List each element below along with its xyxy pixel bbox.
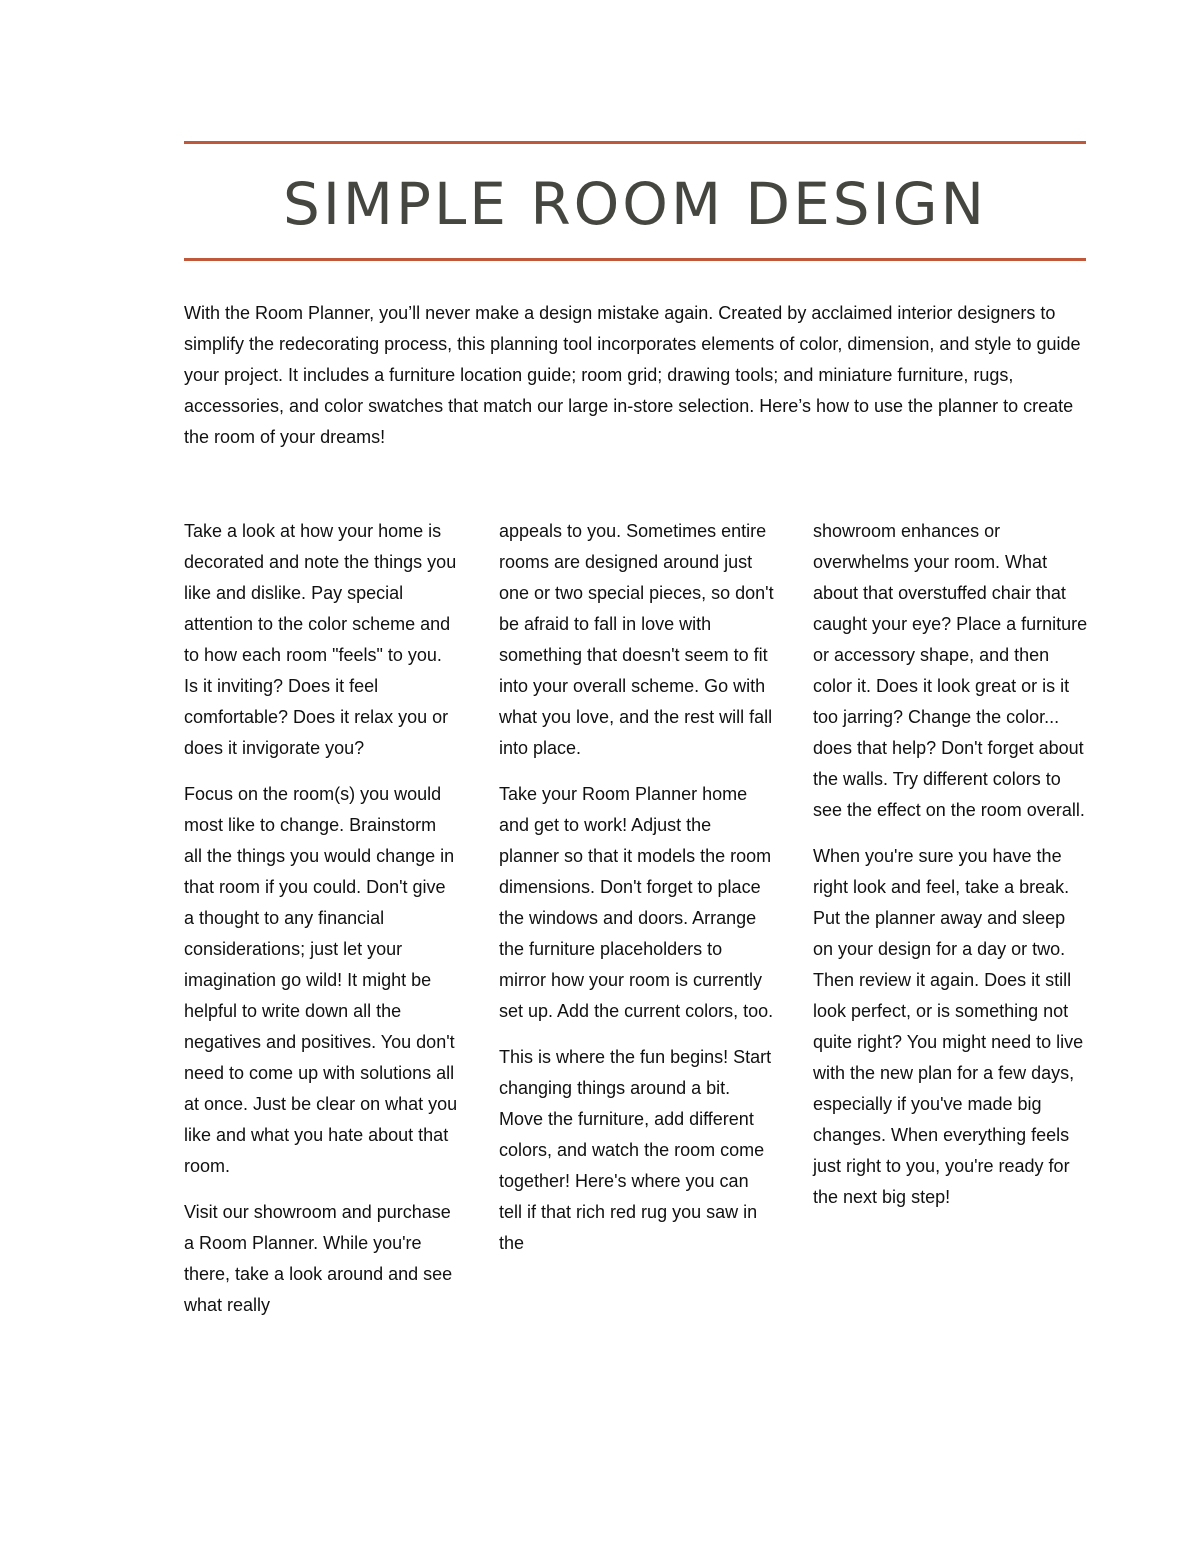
intro-paragraph: With the Room Planner, you’ll never make a design mistake again. Created by acclaimed interior designers to simplify the redecorating process, this planning tool incorporates elements of color, dimension, and style to guide your project. It includes a furniture location guide; room grid; drawing tools; and miniature furniture, rugs, accessories, and color swatches that match our large in-store selection. Here’s how to use the planner to create the room of your dreams!	[184, 303, 1081, 447]
body-paragraph: Take your Room Planner home and get to work! Adjust the planner so that it models the room dimensions. Don't forget to place the windows and doors. Arrange the furniture placeholders to mirror how your room is currently set up. Add the current colors, too.	[499, 784, 774, 1021]
title-bottom-rule	[184, 258, 1086, 261]
body-paragraph: showroom enhances or overwhelms your room. What about that overstuffed chair that caught your eye? Place a furniture or accessory shape, and then color it. Does it look great or is it too jarring? Change the color... does that help? Don't forget about the walls. Try different colors to see the effect on the room overall.	[813, 521, 1088, 820]
text-column-1	[184, 516, 459, 1336]
body-paragraph: Focus on the room(s) you would most like to change. Brainstorm all the things you would change in that room if you could. Don't give a thought to any financial considerations; just let your imagination go wild! It might be helpful to write down all the negatives and positives. You don't need to come up with solutions all at once. Just be clear on what you like and what you hate about that room.	[184, 784, 458, 1176]
title-top-rule	[184, 141, 1086, 144]
body-paragraph: Visit our showroom and purchase a Room Planner. While you're there, take a look around and see what really	[184, 1202, 453, 1315]
body-paragraph: This is where the fun begins! Start changing things around a bit. Move the furniture, add different colors, and watch the room come together! Here's where you can tell if that rich red rug you saw in the	[499, 1047, 772, 1253]
text-column-2	[499, 516, 774, 1274]
body-paragraph: Take a look at how your home is decorated and note the things you like and dislike. Pay special attention to the color scheme and to how each room "feels" to you. Is it inviting? Does it feel comfortable? Does it relax you or does it invigorate you?	[184, 521, 457, 758]
body-paragraph: appeals to you. Sometimes entire rooms are designed around just one or two special pieces, so don't be afraid to fall in love with something that doesn't seem to fit into your overall scheme. Go with what you love, and the rest will fall into place.	[499, 521, 774, 758]
page-title: SIMPLE ROOM DESIGN	[283, 170, 987, 238]
text-column-3	[813, 516, 1088, 1228]
body-paragraph: When you're sure you have the right look and feel, take a break. Put the planner away and sleep on your design for a day or two. Then review it again. Does it still look perfect, or is something not quite right? You might need to live with the new plan for a few days, especially if you've made big changes. When everything feels just right to you, you're ready for the next big step!	[813, 846, 1084, 1207]
